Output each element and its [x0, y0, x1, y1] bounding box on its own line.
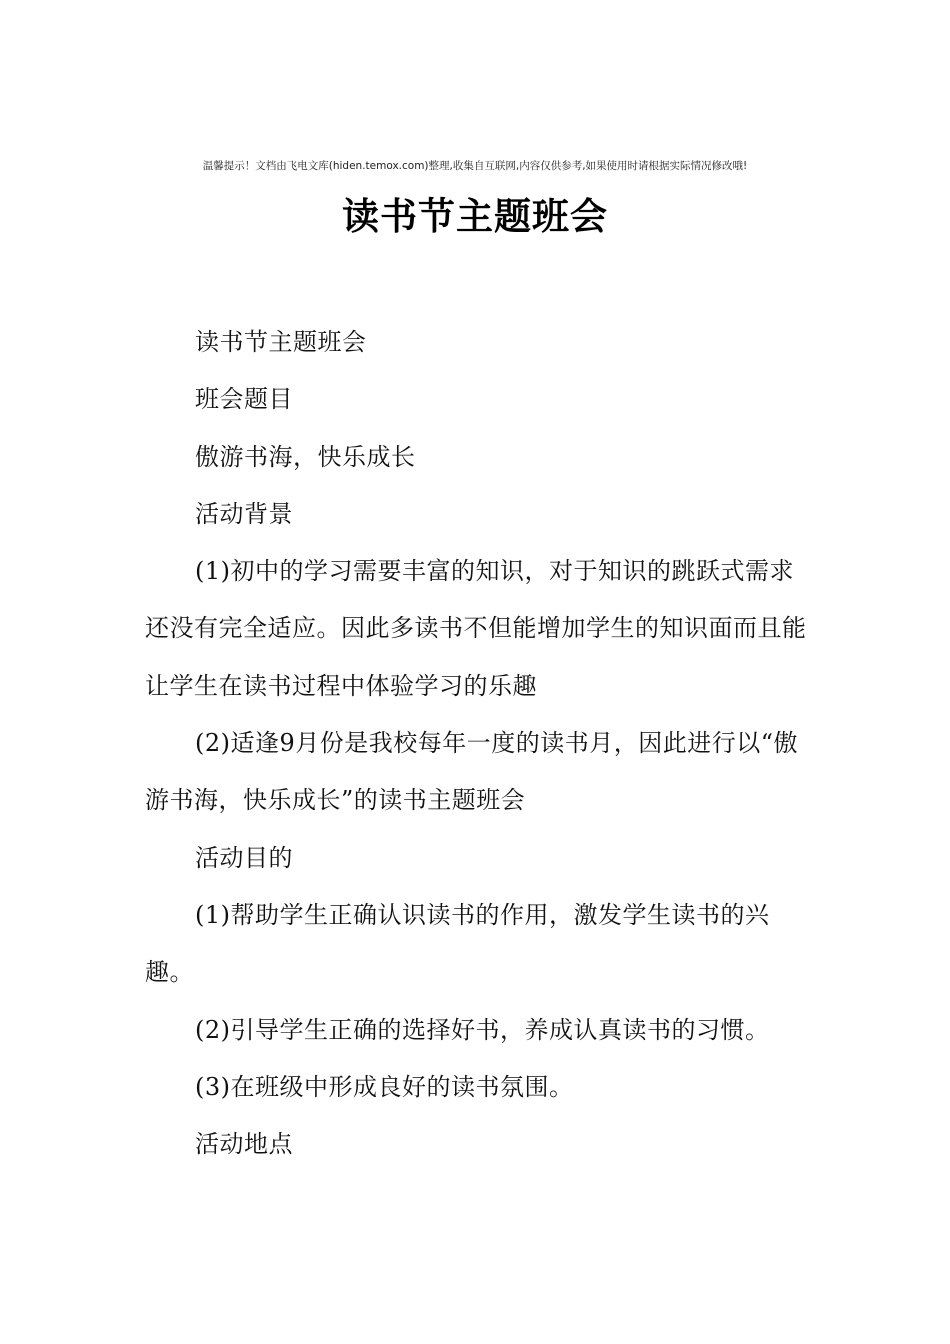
paragraph: 活动背景	[195, 499, 293, 528]
paragraph: 班会题目	[195, 385, 293, 414]
paragraph: (1)初中的学习需要丰富的知识，对于知识的跳跃式需求还没有完全适应。因此多读书不但能增加学生的知识面而且能让学生在读书过程中体验学习的乐趣	[145, 557, 807, 700]
paragraph: (3)在班级中形成良好的读书氛围。	[195, 1072, 574, 1101]
paragraph: (2)适逢9月份是我校每年一度的读书月，因此进行以“傲游书海，快乐成长”的读书主题班会	[145, 729, 799, 815]
paragraph: (1)帮助学生正确认识读书的作用，激发学生读书的兴趣。	[145, 900, 770, 987]
paragraph: 活动地点	[195, 1130, 293, 1159]
paragraph: 傲游书海，快乐成长	[195, 442, 416, 471]
paragraph: 读书节主题班会	[195, 328, 367, 356]
document-body	[145, 314, 810, 1173]
paragraph: (2)引导学生正确的选择好书，养成认真读书的习惯。	[195, 1015, 770, 1044]
paragraph: 活动目的	[195, 843, 293, 872]
notice-text: 温馨提示！文档由飞电文库(hiden.temox.com)整理,收集自互联网,内容仅供参考,如果使用时请根据实际情况修改哦!	[202, 160, 748, 172]
document-title: 读书节主题班会	[342, 195, 608, 238]
